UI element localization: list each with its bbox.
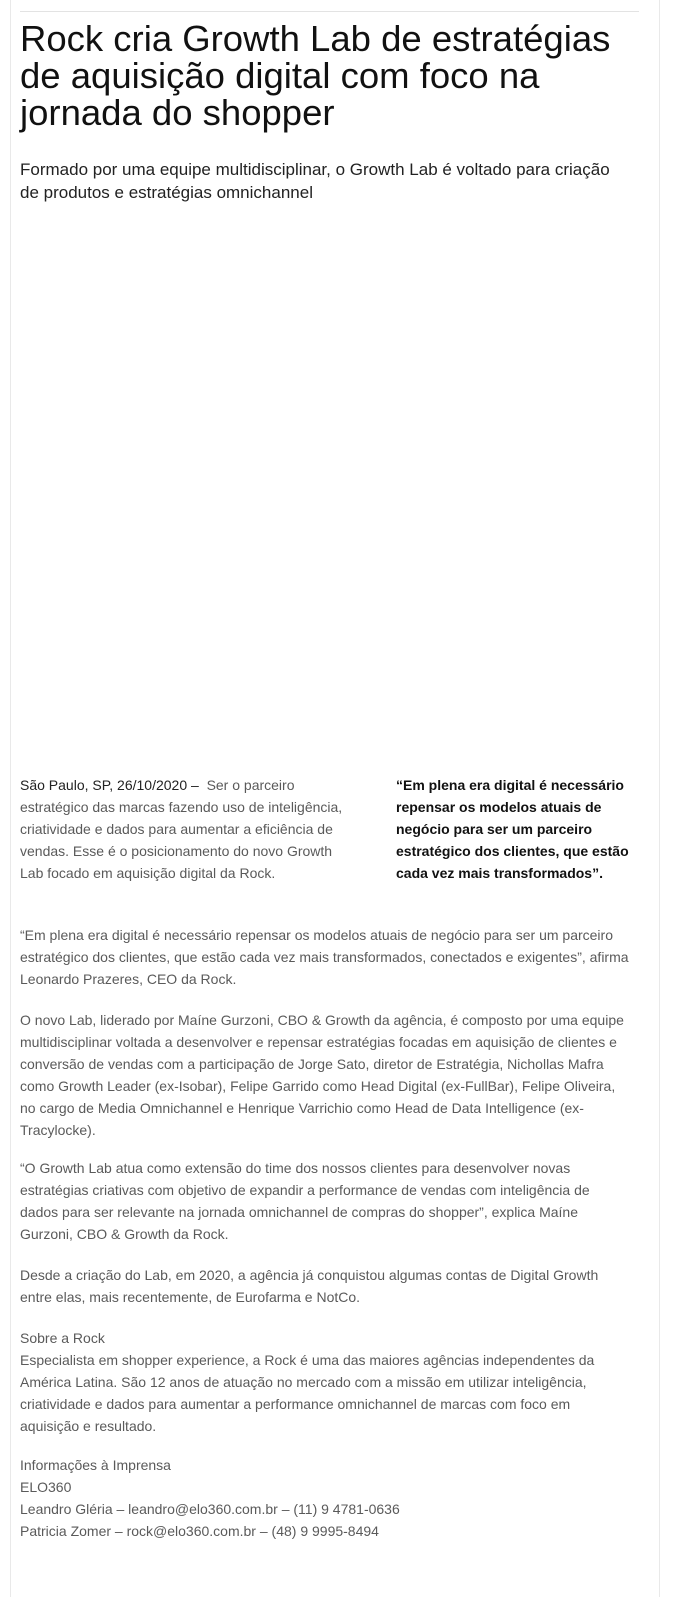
article-headline: Rock cria Growth Lab de estratégias de aquisição digital com foco na jornada do shopper [20,18,611,133]
body-paragraph-quote-ceo: “Em plena era digital é necessário repensar os modelos atuais de negócio para ser um parceiro estratégico dos clientes, que estão cada vez mais transformados, conectados e exigentes”, afirma Leonardo Prazeres, CEO da Rock. [20,927,629,987]
about-section [20,1327,630,1437]
body-paragraph-team: O novo Lab, liderado por Maíne Gurzoni, CBO & Growth da agência, é composto por uma equipe multidisciplinar voltada a desenvolver e repensar estratégias focadas em aquisição de clientes e conversão de vendas com a participação de Jorge Sato, diretor de Estratégia, Nichollas Mafra como Growth Leader (ex-Isobar), Felipe Garrido como Head Digital (ex-FullBar), Felipe Oliveira, no cargo de Media Omnichannel e Henrique Varrichio como Head de Data Intelligence (ex-Tracylocke). [20,1012,624,1138]
body-paragraph-accounts: Desde a criação do Lab, em 2020, a agência já conquistou algumas contas de Digital Growth entre elas, mais recentemente, de Eurofarma e NotCo. [20,1267,599,1305]
top-divider [20,11,639,12]
about-text: Especialista em shopper experience, a Rock é uma das maiores agências independentes da América Latina. São 12 anos de atuação no mercado com a missão em utilizar inteligência, criatividade e dados para aumentar a performance omnichannel de marcas com foco em aquisição e resultado. [20,1352,595,1434]
press-contact-leandro: Leandro Gléria – leandro@elo360.com.br – (11) 9 4781-0636 [20,1501,400,1517]
press-agency: ELO360 [20,1479,72,1495]
article-subtitle: Formado por uma equipe multidisciplinar, o Growth Lab é voltado para criação de produtos e estratégias omnichannel [20,160,610,202]
press-contacts [20,1454,630,1542]
press-contact-patricia: Patricia Zomer – rock@elo360.com.br – (48) 9 9995-8494 [20,1523,379,1539]
lead-paragraph [20,774,350,884]
pull-quote: “Em plena era digital é necessário repensar os modelos atuais de negócio para ser um parceiro estratégico dos clientes, que estão cada vez mais transformados”. [396,777,629,881]
lead-text: Ser o parceiro estratégico das marcas fazendo uso de inteligência, criatividade e dados para aumentar a eficiência de vendas. Esse é o posicionamento do novo Growth Lab focado em aquisição digital da Rock. [20,777,343,881]
press-heading: Informações à Imprensa [20,1457,171,1473]
body-paragraph-quote-cbo: “O Growth Lab atua como extensão do time dos nossos clientes para desenvolver novas estratégias criativas com objetivo de expandir a performance de vendas com inteligência de dados para ser relevante na jornada omnichannel de compras do shopper”, explica Maíne Gurzoni, CBO & Growth da Rock. [20,1160,590,1242]
dateline: São Paulo, SP, 26/10/2020 – [20,777,199,793]
about-heading: Sobre a Rock [20,1330,105,1346]
media-area [20,215,639,755]
